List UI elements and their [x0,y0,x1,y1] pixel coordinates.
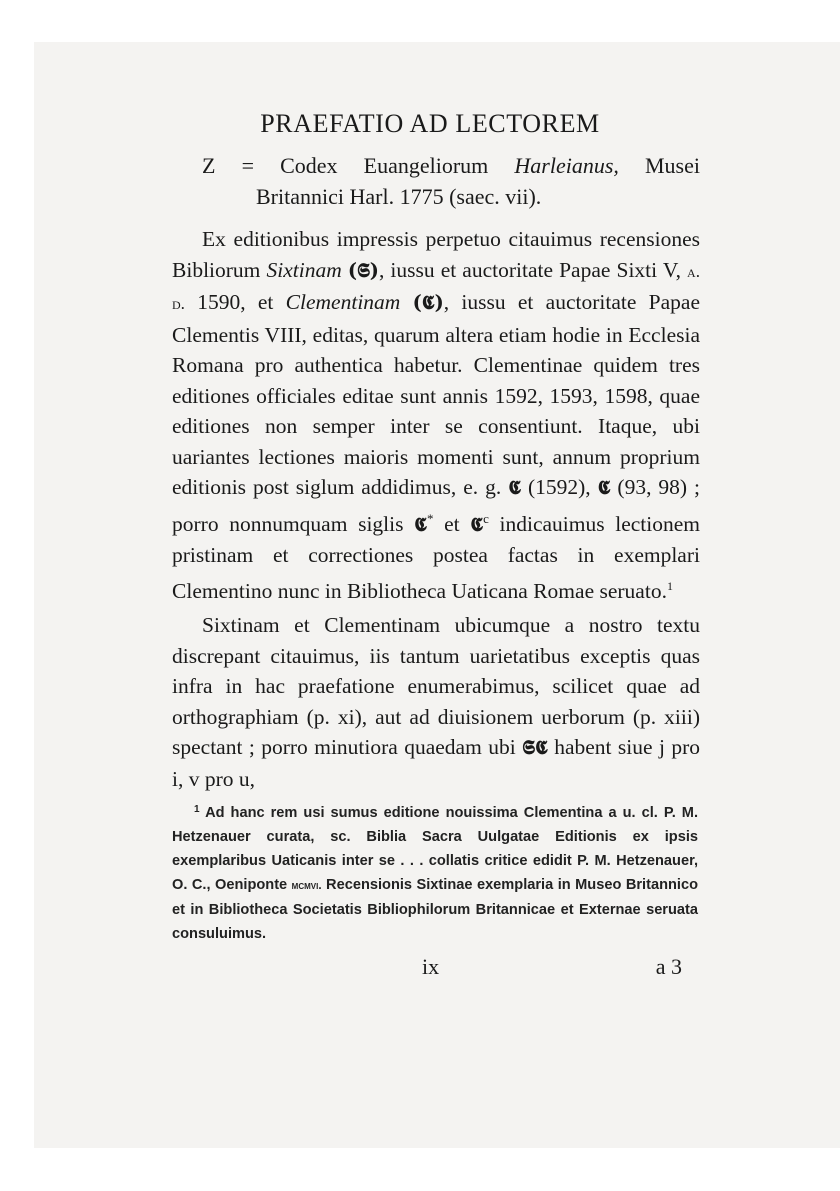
para1-text: (1592), [521,475,598,499]
clementine-siglum: (𝕮) [412,291,444,314]
para1-text: , iussu et auctoritate Papae Sixti V, [378,257,688,282]
footnote-text: Recensionis Sixtinae exemplaria in Museo Britannico et in Bibliotheca Societatis Bibliophilorum Britannicae et Externae seruata consuluimus. [172,877,698,942]
para1-text: , iussu et auctoritate Papae Clementis VIII, editas, quarum altera etiam hodie in Ecclesia Romana pro authentica habetur. Clementinae quidem tres editiones officiales editae sunt annis 1592, 1593, 1598, quae editiones non semper inter se consentiunt. Itaque, ubi uariantes lectiones maioris momenti sunt, annum proprium editionis post siglum addidimus, e. g. [172,290,700,499]
running-head: PRAEFATIO AD LECTOREM [260,109,600,138]
musei-word: Musei [645,153,700,178]
clementine-siglum: 𝕮 [414,512,427,536]
siglum-entry-line1 [202,151,700,182]
footnote-text: Ad hanc rem usi sumus editione nouissima Clementina a u. cl. P. M. Hetzenauer curata, sc. Biblia Sacra Uulgatae Editionis ex ipsis exemplaribus Uaticanis inter se . . . collatis critice edidit P. M. Hetzenauer, O. C., Oeniponte [172,805,699,893]
footnote-year: mcmvi. [291,879,322,892]
correction-mark: c [483,510,489,526]
anno-domini: a. d. [172,261,700,313]
clementinam-word: Clementinam [285,290,401,314]
clementine-siglum: 𝕮 [597,476,611,499]
codex-name: Harleianus, [514,153,619,178]
footnote-marker: 1 [194,804,200,815]
siglum-entry-line2: Britannici Harl. 1775 (saec. vii). [256,183,542,209]
para1-text: (93, 98) ; porro nonnumquam siglis [172,475,700,536]
para1-text: indicauimus lectionem pristinam et correctiones postea factas in exemplari Clementino nunc in Bibliotheca Uaticana Romae seruato. [172,511,700,603]
folio-line [172,954,700,990]
footnote-reference: 1 [666,578,673,593]
clementine-siglum: 𝕮 [508,476,522,499]
equals-sign: = [241,153,254,178]
para2-text: Sixtinam et Clementinam ubicumque a nostro textu discrepant citauimus, iis tantum uarietatibus exceptis quas infra in hac praefatione enumerabimus, scilicet quae ad orthographiam (p. xi), aut ad diuisionem uerborum (p. xiii) spectant ; porro minutiora quaedam ubi [172,613,700,759]
para1-text: et [433,511,471,536]
para1-text: Ex editionibus impressis perpetuo citauimus recensiones Bibliorum [172,227,700,282]
sixtine-siglum: (𝕾) [347,258,379,282]
sixtinam-word: Sixtinam [266,257,342,282]
page-number: ix [422,954,440,979]
paragraph-discrepancies [172,610,700,794]
para1-text: 1590, et [184,290,286,314]
sixtine-clementine-siglum: 𝕾𝕮 [522,736,548,759]
codex-title: Codex Euangeliorum [280,153,489,178]
clementine-siglum: 𝕮 [470,512,484,536]
text-block [172,106,700,990]
siglum-entry [202,151,700,212]
paragraph-editions [172,224,700,606]
signature-mark: a 3 [655,954,682,979]
footnote [172,798,698,946]
asterisk-mark: * [426,510,434,526]
siglum-letter: Z [202,153,216,178]
para2-text: habent siue j pro i, v pro u, [172,735,700,791]
